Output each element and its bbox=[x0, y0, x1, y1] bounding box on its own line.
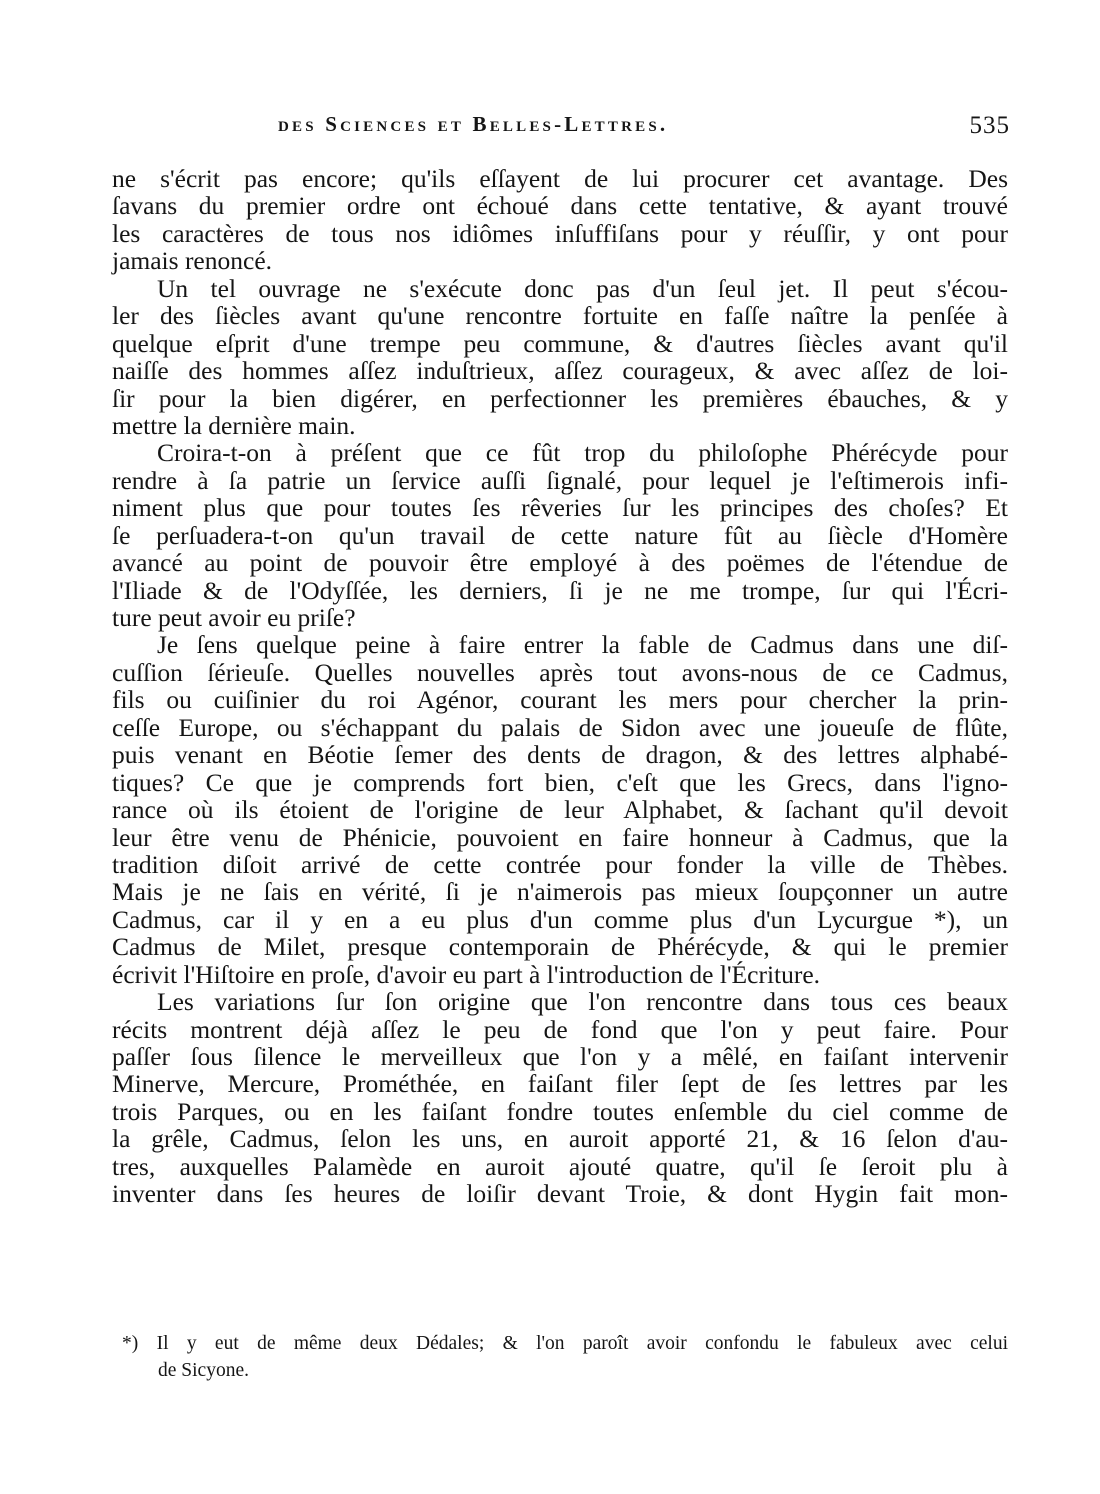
page-number: 535 bbox=[969, 112, 1010, 139]
text-line: ſavans du premier ordre ont échoué dans cette tentative, & ayant trouvé bbox=[112, 191, 1008, 221]
footnote-line: de Sicyone. bbox=[158, 1360, 249, 1381]
text-line: inventer dans ſes heures de loiſir devant Troie, & dont Hygin fait mon- bbox=[112, 1179, 1008, 1209]
text-line: rance où ils étoient de l'origine de leur Alphabet, & ſachant qu'il devoit bbox=[112, 795, 1008, 825]
text-line: ler des ſiècles avant qu'une rencontre fortuite en faſſe naître la penſée à bbox=[112, 301, 1008, 331]
text-line: rendre à ſa patrie un ſervice auſſi ſignalé, pour lequel je l'eſtimerois infi- bbox=[112, 465, 1008, 495]
text-line: Mais je ne ſais en vérité, ſi je n'aimerois pas mieux ſoupçonner un autre bbox=[112, 877, 1008, 907]
text-line: tiques? Ce que je comprends fort bien, c'eſt que les Grecs, dans l'igno- bbox=[112, 767, 1008, 797]
text-line: tradition diſoit arrivé de cette contrée pour fonder la ville de Thèbes. bbox=[112, 849, 1008, 879]
text-line: la grêle, Cadmus, ſelon les uns, en auroit apporté 21, & 16 ſelon d'au- bbox=[112, 1124, 1008, 1154]
paragraph-first-line: Je ſens quelque peine à faire entrer la fable de Cadmus dans une diſ- bbox=[157, 630, 1008, 660]
body-text bbox=[112, 165, 1008, 1208]
text-line: fils ou cuiſinier du roi Agénor, courant les mers pour chercher la prin- bbox=[112, 685, 1008, 715]
text-line: ne s'écrit pas encore; qu'ils eſſayent de lui procurer cet avantage. Des bbox=[112, 164, 1008, 193]
text-line: cuſſion ſérieuſe. Quelles nouvelles après tout avons-nous de ce Cadmus, bbox=[112, 657, 1008, 687]
text-line: jamais renoncé. bbox=[112, 246, 273, 276]
text-line: leur être venu de Phénicie, pouvoient en faire honneur à Cadmus, que la bbox=[112, 822, 1008, 852]
paragraph-first-line: Un tel ouvrage ne s'exécute donc pas d'un ſeul jet. Il peut s'écou- bbox=[157, 273, 1008, 303]
text-line: avancé au point de pouvoir être employé à des poëmes de l'étendue de bbox=[112, 548, 1008, 578]
text-line: ture peut avoir eu priſe? bbox=[112, 603, 356, 632]
text-line: écrivit l'Hiſtoire en proſe, d'avoir eu part à l'introduction de l'Écriture. bbox=[112, 959, 821, 989]
text-line: Minerve, Mercure, Prométhée, en faiſant filer ſept de ſes lettres par les bbox=[112, 1069, 1008, 1099]
text-line: trois Parques, ou en les faiſant fondre toutes enſemble du ciel comme de bbox=[112, 1096, 1008, 1126]
running-head bbox=[0, 112, 1100, 146]
text-line: puis venant en Béotie ſemer des dents de dragon, & des lettres alphabé- bbox=[112, 740, 1008, 770]
text-line: tres, auxquelles Palamède en auroit ajouté quatre, qu'il ſe ſeroit plu à bbox=[112, 1151, 1008, 1181]
text-line: quelque eſprit d'une trempe peu commune, & d'autres ſiècles avant qu'il bbox=[112, 328, 1008, 358]
text-line: ſe perſuadera-t-on qu'un travail de cette nature fût au ſiècle d'Homère bbox=[112, 520, 1008, 550]
text-line: les caractères de tous nos idiômes inſuffiſans pour y réuſſir, y ont pour bbox=[112, 218, 1008, 248]
text-line: Cadmus de Milet, presque contemporain de Phérécyde, & qui le premier bbox=[112, 932, 1008, 962]
text-line: ceſſe Europe, ou s'échappant du palais de Sidon avec une joueuſe de flûte, bbox=[112, 712, 1008, 742]
paragraph-first-line: Croira-t-on à préſent que ce fût trop du philoſophe Phérécyde pour bbox=[157, 438, 1008, 468]
text-line: niment plus que pour toutes ſes rêveries ſur les principes des choſes? Et bbox=[112, 493, 1008, 523]
text-line: récits montrent déjà aſſez le peu de fond que l'on y peut faire. Pour bbox=[112, 1014, 1008, 1044]
text-line: mettre la dernière main. bbox=[112, 410, 356, 440]
paragraph-first-line: Les variations ſur ſon origine que l'on rencontre dans tous ces beaux bbox=[157, 987, 1008, 1017]
text-line: naiſſe des hommes aſſez induſtrieux, aſſez courageux, & avec aſſez de loi- bbox=[112, 356, 1008, 386]
running-head-title: des Sciences et Belles-Lettres. bbox=[278, 112, 669, 136]
footnote bbox=[122, 1330, 1008, 1384]
text-line: l'Iliade & de l'Odyſſée, les derniers, ſi je ne me trompe, ſur qui l'Écri- bbox=[112, 575, 1008, 605]
text-line: paſſer ſous ſilence le merveilleux que l'on y a mêlé, en faiſant intervenir bbox=[112, 1042, 1008, 1071]
text-line: Cadmus, car il y en a eu plus d'un comme plus d'un Lycurgue *), un bbox=[112, 904, 1008, 934]
footnote-line: *) Il y eut de même deux Dédales; & l'on paroît avoir confondu le fabuleux avec celui bbox=[122, 1333, 1008, 1354]
text-line: ſir pour la bien digérer, en perfectionner les premières ébauches, & y bbox=[112, 383, 1008, 413]
